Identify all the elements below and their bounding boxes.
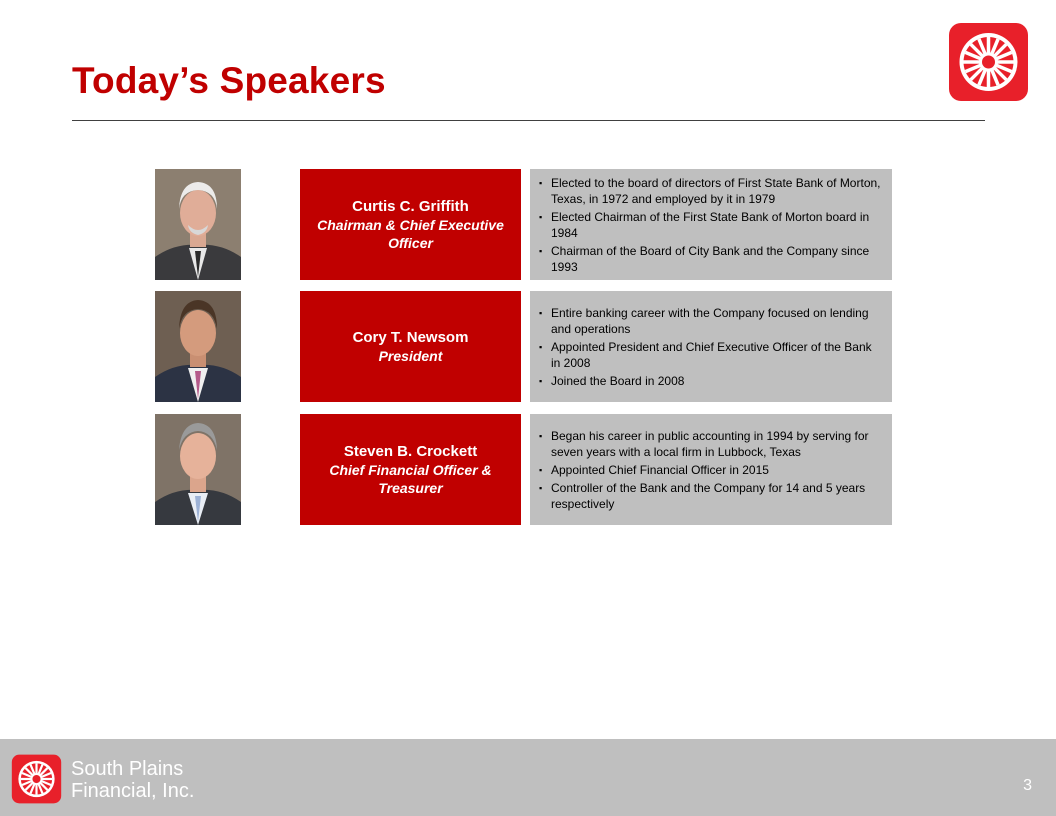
speaker-name-box (300, 414, 521, 525)
speaker-title: Chief Financial Officer & Treasurer (329, 461, 492, 496)
bio-bullet: ▪ Appointed Chief Financial Officer in 2015 (538, 462, 882, 478)
speaker-name-box (300, 169, 521, 280)
speaker-row (0, 291, 1056, 402)
bio-bullet: ▪ Controller of the Bank and the Company for 14 and 5 years respectively (538, 480, 882, 512)
page-title: Today’s Speakers (72, 60, 386, 101)
speaker-photo (155, 414, 241, 525)
speaker-bio (530, 291, 892, 402)
bio-bullet: ▪ Began his career in public accounting in 1994 by serving for seven years with a local firm in Lubbock, Texas (538, 428, 882, 460)
company-name-line1: South Plains (71, 758, 184, 780)
footer-bar (0, 739, 1056, 816)
speaker-title: President (378, 347, 443, 364)
speaker-name: Steven B. Crockett (343, 442, 478, 460)
company-name-line2: Financial, Inc. (71, 780, 195, 802)
speaker-title: Chairman & Chief Executive Officer (317, 216, 504, 251)
bio-bullet: ▪ Entire banking career with the Company focused on lending and operations (538, 305, 882, 337)
speaker-name-box (300, 291, 521, 402)
wagon-wheel-logo-icon (11, 754, 62, 804)
bio-bullet: ▪ Elected to the board of directors of First State Bank of Morton, Texas, in 1972 and employed by it in 1979 (538, 175, 882, 207)
company-name (71, 758, 194, 802)
speaker-photo (155, 169, 241, 280)
speaker-bio (530, 169, 892, 280)
page-number: 3 (1023, 777, 1032, 794)
bio-bullet: ▪ Joined the Board in 2008 (538, 373, 882, 389)
speaker-row (0, 169, 1056, 280)
speaker-name: Cory T. Newsom (352, 328, 469, 346)
wagon-wheel-logo-icon (948, 22, 1029, 102)
speaker-name: Curtis C. Griffith (352, 197, 469, 215)
speaker-bio (530, 414, 892, 525)
bio-bullet: ▪ Chairman of the Board of City Bank and the Company since 1993 (538, 243, 882, 275)
title-divider (72, 120, 985, 121)
speaker-photo (155, 291, 241, 402)
speaker-row (0, 414, 1056, 525)
bio-bullet: ▪ Appointed President and Chief Executive Officer of the Bank in 2008 (538, 339, 882, 371)
bio-bullet: ▪ Elected Chairman of the First State Bank of Morton board in 1984 (538, 209, 882, 241)
